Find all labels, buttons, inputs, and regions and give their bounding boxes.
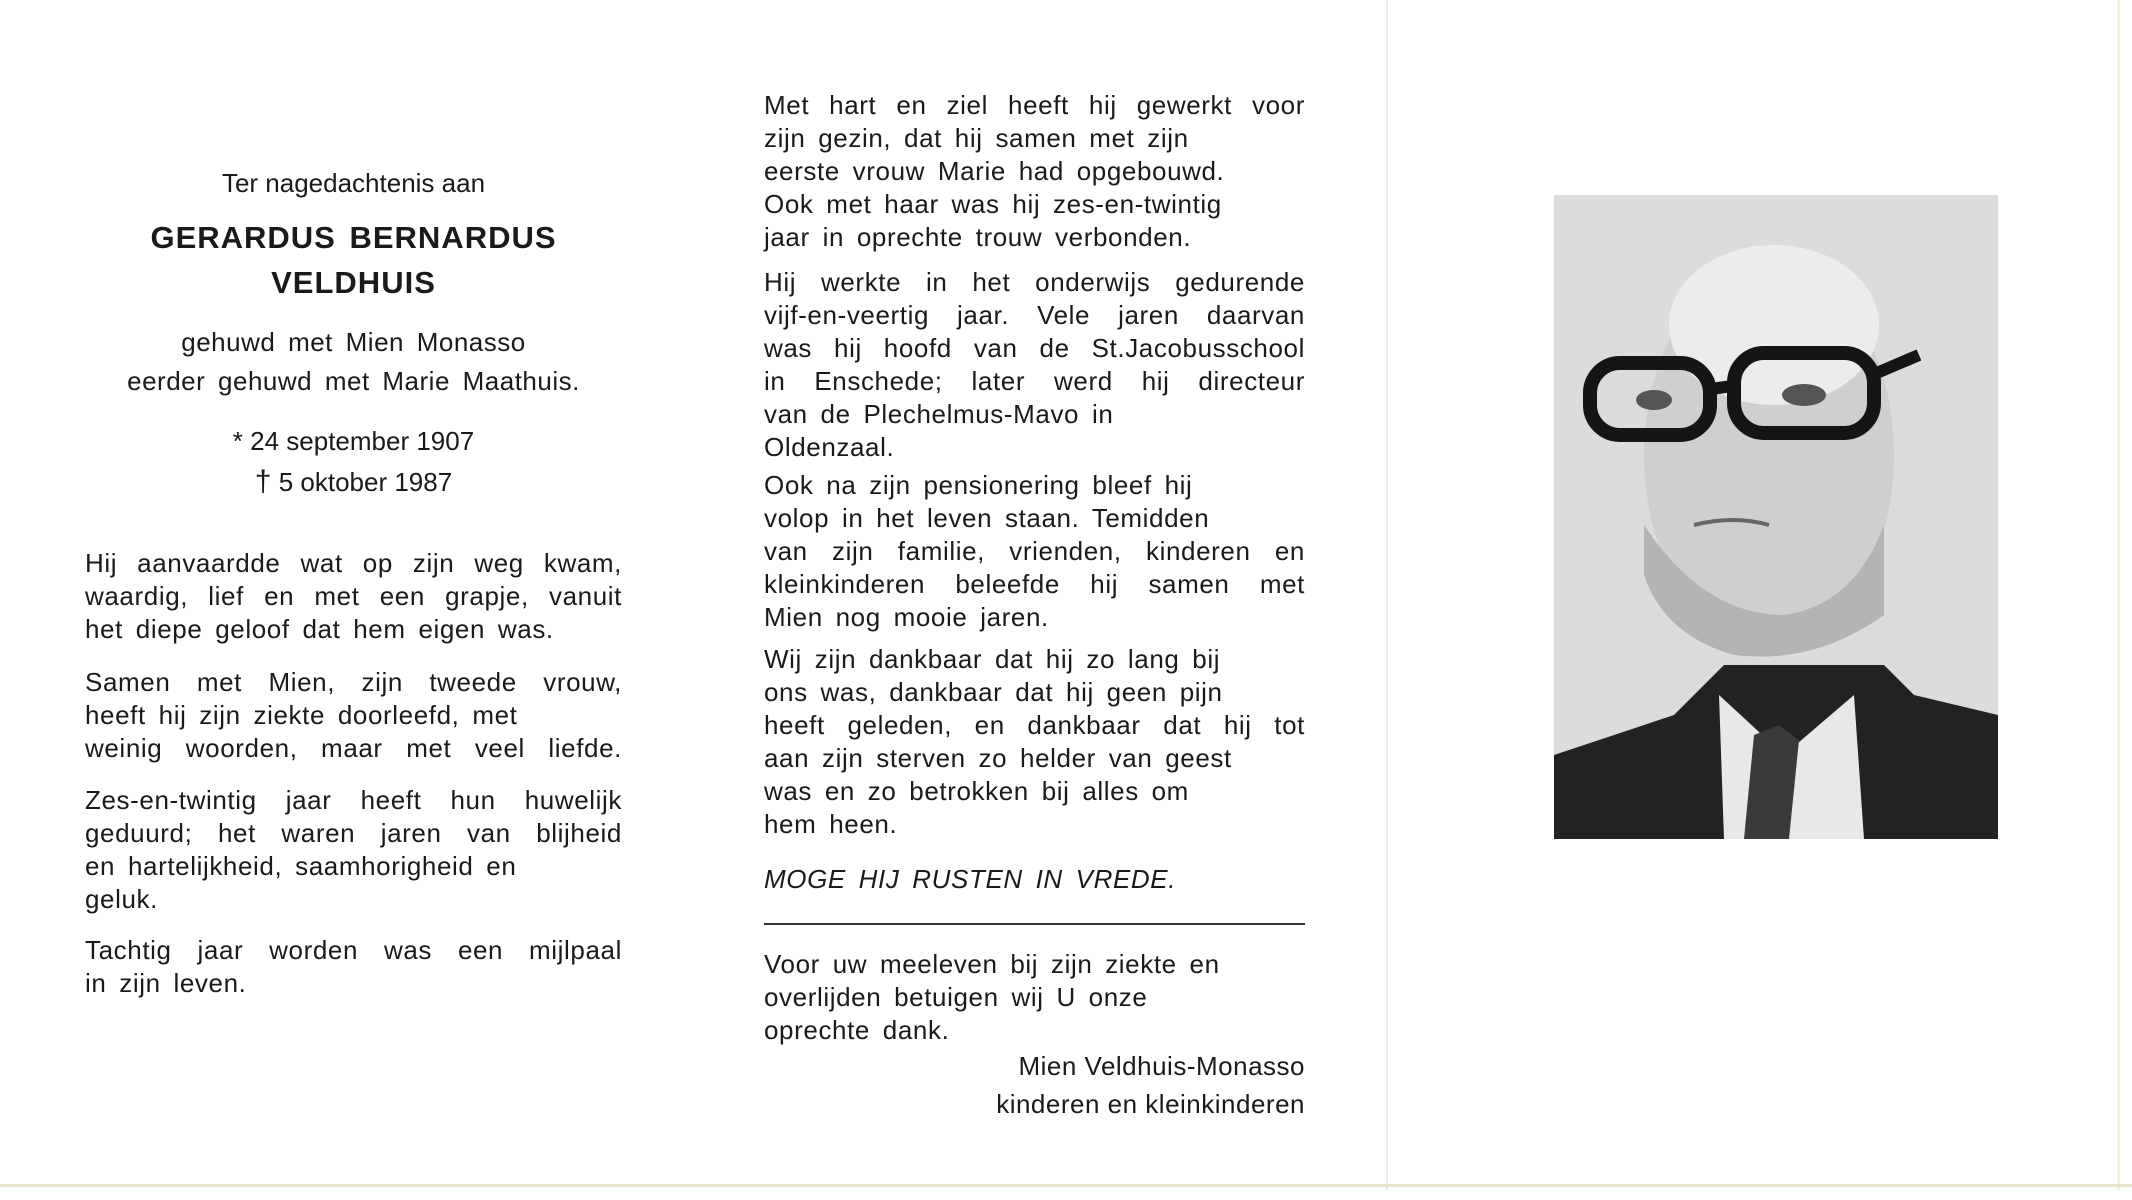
- text-line: van de Plechelmus-Mavo in: [764, 399, 1114, 429]
- text-line: kleinkinderen beleefde hij samen met: [764, 569, 1305, 599]
- text-line: waardig, lief en met een grapje, vanuit: [85, 581, 622, 611]
- text-line: Hij werkte in het onderwijs gedurende: [764, 267, 1305, 297]
- paragraph-mid-2: [764, 266, 1305, 464]
- text-line: Voor uw meeleven bij zijn ziekte en: [764, 949, 1220, 979]
- text-line: Oldenzaal.: [764, 432, 895, 462]
- portrait-photo: [1554, 195, 1998, 839]
- death-date: 5 oktober 1987: [278, 467, 453, 497]
- text-line: zijn gezin, dat hij samen met zijn: [764, 123, 1189, 153]
- text-line: het diepe geloof dat hem eigen was.: [85, 614, 554, 644]
- text-line: heeft geleden, en dankbaar dat hij tot: [764, 710, 1305, 740]
- text-line: overlijden betuigen wij U onze: [764, 982, 1148, 1012]
- text-line: Ook met haar was hij zes-en-twintig: [764, 189, 1222, 219]
- card-bottom-edge: [0, 1184, 2132, 1187]
- signature-line: kinderen en kleinkinderen: [996, 1089, 1305, 1119]
- closing-prayer: [764, 863, 1305, 896]
- paragraph-mid-1: [764, 89, 1305, 254]
- paragraph-mid-3: [764, 469, 1305, 634]
- text-line: in Enschede; later werd hij directeur: [764, 366, 1305, 396]
- thanks-paragraph: [764, 948, 1305, 1047]
- text-line: oprechte dank.: [764, 1015, 950, 1045]
- text-line: Samen met Mien, zijn tweede vrouw,: [85, 667, 622, 697]
- paragraph-left-3: [85, 784, 622, 916]
- deceased-name-line1: GERARDUS BERNARDUS: [150, 220, 557, 255]
- text-line: in zijn leven.: [85, 968, 247, 998]
- text-line: heeft hij zijn ziekte doorleefd, met: [85, 700, 518, 730]
- text-line: was en zo betrokken bij alles om: [764, 776, 1189, 806]
- paragraph-left-4: [85, 934, 622, 1000]
- text-line: Zes-en-twintig jaar heeft hun huwelijk: [85, 785, 622, 815]
- text-line: Met hart en ziel heeft hij gewerkt voor: [764, 90, 1305, 120]
- text-line: vijf-en-veertig jaar. Vele jaren daarvan: [764, 300, 1305, 330]
- married-text: gehuwd met Mien Monasso: [181, 327, 526, 357]
- death-date-line: [85, 465, 622, 499]
- text-line: jaar in oprechte trouw verbonden.: [764, 222, 1192, 252]
- deceased-name-line2: VELDHUIS: [271, 265, 436, 300]
- text-line: geduurd; het waren jaren van blijheid: [85, 818, 622, 848]
- signature-block: [764, 1047, 1305, 1123]
- text-line: Wij zijn dankbaar dat hij zo lang bij: [764, 644, 1221, 674]
- previously-married-text: eerder gehuwd met Marie Maathuis.: [127, 366, 580, 396]
- text-line: Ook na zijn pensionering bleef hij: [764, 470, 1193, 500]
- card-right-edge: [2117, 0, 2120, 1190]
- text-line: geluk.: [85, 884, 158, 914]
- text-line: eerste vrouw Marie had opgebouwd.: [764, 156, 1225, 186]
- birth-date: * 24 september 1907: [232, 426, 475, 456]
- text-line: volop in het leven staan. Temidden: [764, 503, 1210, 533]
- text-line: en hartelijkheid, saamhorigheid en: [85, 851, 517, 881]
- text-line: ons was, dankbaar dat hij geen pijn: [764, 677, 1223, 707]
- paragraph-left-2: [85, 666, 622, 765]
- text-line: hem heen.: [764, 809, 898, 839]
- intro-text: Ter nagedachtenis aan: [221, 168, 486, 198]
- text-line: Mien nog mooie jaren.: [764, 602, 1049, 632]
- paragraph-mid-4: [764, 643, 1305, 841]
- cross-icon: †: [254, 465, 272, 498]
- text-line: was hij hoofd van de St.Jacobusschool: [764, 333, 1305, 363]
- text-line: Tachtig jaar worden was een mijlpaal: [85, 935, 622, 965]
- text-line: Hij aanvaardde wat op zijn weg kwam,: [85, 548, 622, 578]
- paragraph-left-1: [85, 547, 622, 646]
- text-line: van zijn familie, vrienden, kinderen en: [764, 536, 1305, 566]
- card-fold-line: [1386, 0, 1388, 1190]
- text-line: weinig woorden, maar met veel liefde.: [85, 733, 622, 763]
- text-line: aan zijn sterven zo helder van geest: [764, 743, 1232, 773]
- signature-line: Mien Veldhuis-Monasso: [1018, 1051, 1305, 1081]
- divider-line: [764, 923, 1305, 925]
- text-line: MOGE HIJ RUSTEN IN VREDE.: [764, 864, 1177, 894]
